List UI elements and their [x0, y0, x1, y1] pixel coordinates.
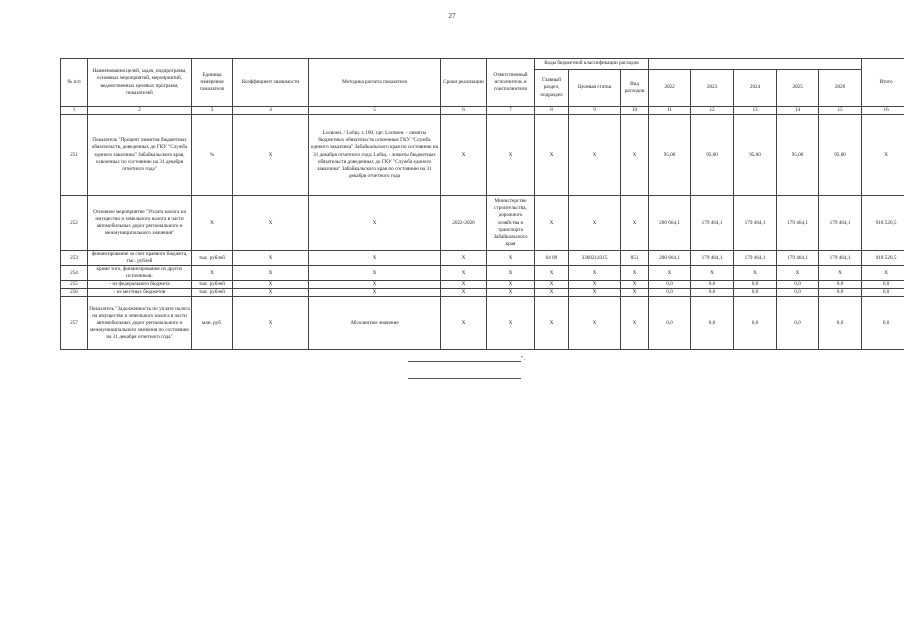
row-name: Показатель "Задолженность по уплате налога на имущество и земельного налога в части автомобильных дорог регионального и межмуниципального значения по состоянию на 31 декабря отчетного года" — [88, 297, 192, 350]
row-responsible: X — [487, 266, 535, 281]
row-coef: X — [233, 266, 309, 281]
row-unit: млн. руб. — [192, 297, 233, 350]
row-total: 0,0 — [862, 289, 904, 297]
row-article: X — [569, 266, 621, 281]
row-unit: % — [192, 115, 233, 196]
row-chief: X — [535, 281, 569, 289]
col-num: 5 — [309, 107, 441, 115]
row-period: 2022-2026 — [441, 196, 487, 251]
row-2023: 179 464,1 — [691, 251, 734, 266]
row-name: Показатель "Процент лимитов бюджетных обязательств, доведенных до ГКУ "Служба единого заказчика" Забайкальского края, освоенных по состоянию на 31 декабря отчетного года" — [88, 115, 192, 196]
row-article: X — [569, 115, 621, 196]
row-total: 918 520,5 — [862, 196, 904, 251]
row-expense: X — [621, 115, 649, 196]
row-method: X — [309, 266, 441, 281]
row-unit: X — [192, 266, 233, 281]
row-num: 255 — [61, 281, 88, 289]
row-coef: X — [233, 281, 309, 289]
row-unit: тыс. рублей — [192, 251, 233, 266]
row-2023: 0,0 — [691, 289, 734, 297]
row-name: Основное мероприятие "Уплата налога на имущество и земельного налога в части автомобильных дорог регионального и межмуниципального значения" — [88, 196, 192, 251]
col-num: 6 — [441, 107, 487, 115]
row-period: X — [441, 115, 487, 196]
row-2025: X — [777, 266, 819, 281]
row-2022: 200 664,1 — [649, 196, 691, 251]
header-2024: 2024 — [734, 70, 777, 107]
header-period: Сроки реализации — [441, 59, 487, 107]
col-num: 13 — [734, 107, 777, 115]
row-unit: X — [192, 196, 233, 251]
row-num: 254 — [61, 266, 88, 281]
row-responsible: X — [487, 115, 535, 196]
col-num: 7 — [487, 107, 535, 115]
row-total: 918 520,5 — [862, 251, 904, 266]
table-row — [61, 297, 904, 350]
row-num: 256 — [61, 289, 88, 297]
row-period: X — [441, 251, 487, 266]
row-coef: X — [233, 196, 309, 251]
row-2026: X — [819, 266, 862, 281]
col-num: 11 — [649, 107, 691, 115]
row-chief: X — [535, 289, 569, 297]
signature-line — [408, 361, 521, 362]
col-num: 8 — [535, 107, 569, 115]
col-num: 10 — [621, 107, 649, 115]
row-chief: X — [535, 196, 569, 251]
row-method: X — [309, 281, 441, 289]
row-2024: X — [734, 266, 777, 281]
row-article: X — [569, 281, 621, 289]
header-responsible: Ответственный исполнитель и соисполнители — [487, 59, 535, 107]
col-num: 4 — [233, 107, 309, 115]
row-method: X — [309, 196, 441, 251]
row-article: 3360214315 — [569, 251, 621, 266]
col-num: 12 — [691, 107, 734, 115]
row-chief: X — [535, 266, 569, 281]
header-total: Итого — [862, 59, 904, 107]
header-coef: Коэффициент значимости — [233, 59, 309, 107]
row-coef: X — [233, 251, 309, 266]
row-unit: тыс. рублей — [192, 289, 233, 297]
header-num: № п/п — [61, 59, 88, 107]
header-2026: 2026 — [819, 70, 862, 107]
row-expense: 851 — [621, 251, 649, 266]
row-2022: 0,0 — [649, 289, 691, 297]
header-name: Наименования целей, задач, подпрограмм, основных мероприятий, мероприятий, ведомственных целевых программ, показателей — [88, 59, 192, 107]
row-num: 257 — [61, 297, 88, 350]
header-article: Целевая статья — [569, 70, 621, 107]
row-method: X — [309, 251, 441, 266]
row-2024: 0,0 — [734, 281, 777, 289]
row-2022: X — [649, 266, 691, 281]
table-row — [61, 251, 904, 266]
row-num: 252 — [61, 196, 88, 251]
page-number: 27 — [448, 12, 456, 20]
header-years-blank — [649, 59, 862, 70]
row-2023: 95,00 — [691, 115, 734, 196]
row-2026: 95,00 — [819, 115, 862, 196]
header-codes-group: Коды бюджетной классификации расходов — [535, 59, 649, 70]
header-chief: Главный раздел, подраздел — [535, 70, 569, 107]
col-num: 9 — [569, 107, 621, 115]
table-row — [61, 115, 904, 196]
row-2023: 179 464,1 — [691, 196, 734, 251]
row-total: X — [862, 115, 904, 196]
col-num: 2 — [88, 107, 192, 115]
table-row — [61, 281, 904, 289]
row-2022: 200 664,1 — [649, 251, 691, 266]
row-expense: X — [621, 281, 649, 289]
row-2026: 179 464,1 — [819, 196, 862, 251]
row-2023: 0,0 — [691, 281, 734, 289]
col-num: 16 — [862, 107, 904, 115]
row-2026: 0,0 — [819, 297, 862, 350]
row-responsible: X — [487, 289, 535, 297]
col-num: 1 — [61, 107, 88, 115]
row-2025: 95,00 — [777, 115, 819, 196]
row-article: X — [569, 196, 621, 251]
row-2024: 95,00 — [734, 115, 777, 196]
row-2026: 0,0 — [819, 289, 862, 297]
table-row — [61, 266, 904, 281]
table-row — [61, 196, 904, 251]
row-2022: 0,0 — [649, 297, 691, 350]
row-2024: 0,0 — [734, 297, 777, 350]
row-name: - из местных бюджетов — [88, 289, 192, 297]
row-expense: X — [621, 266, 649, 281]
row-name: - из федерального бюджета — [88, 281, 192, 289]
row-num: 253 — [61, 251, 88, 266]
header-2022: 2022 — [649, 70, 691, 107]
row-2024: 0,0 — [734, 289, 777, 297]
row-total: 0,0 — [862, 297, 904, 350]
row-unit: тыс. рублей — [192, 281, 233, 289]
row-expense: X — [621, 289, 649, 297]
row-coef: X — [233, 115, 309, 196]
row-2022: 0,0 — [649, 281, 691, 289]
row-expense: X — [621, 297, 649, 350]
row-period: X — [441, 281, 487, 289]
row-2025: 0,0 — [777, 289, 819, 297]
row-name: кроме того, финансирование из других источников: — [88, 266, 192, 281]
row-2025: 179 464,1 — [777, 196, 819, 251]
row-article: X — [569, 289, 621, 297]
header-expense: Вид расходов — [621, 70, 649, 107]
row-responsible: X — [487, 297, 535, 350]
row-2026: 0,0 — [819, 281, 862, 289]
row-coef: X — [233, 289, 309, 297]
col-num: 15 — [819, 107, 862, 115]
row-chief: 04 09 — [535, 251, 569, 266]
row-2026: 179 464,1 — [819, 251, 862, 266]
row-method: Абсолютное значение — [309, 297, 441, 350]
row-2023: 0,0 — [691, 297, 734, 350]
column-number-row — [61, 107, 904, 115]
row-total: 0,0 — [862, 281, 904, 289]
row-expense: X — [621, 196, 649, 251]
row-method: Locвоен. / Lобщ. x 100, где: Locвоен. - лимиты бюджетных обязательств освоенные ГКУ "Служба единого заказчика" Забайкальского края по состоянию на 31 декабря отчетного года; Lобщ. - лимиты бюджетных обязательств доведенных до ГКУ "Служба единого заказчика" Забайкальского края по состоянию на 31 декабря отчетного года — [309, 115, 441, 196]
table-row — [61, 289, 904, 297]
row-article: X — [569, 297, 621, 350]
row-period: X — [441, 289, 487, 297]
col-num: 14 — [777, 107, 819, 115]
header-2023: 2023 — [691, 70, 734, 107]
row-chief: X — [535, 297, 569, 350]
row-2025: 0,0 — [777, 281, 819, 289]
budget-table — [60, 58, 904, 350]
row-coef: X — [233, 297, 309, 350]
row-2023: X — [691, 266, 734, 281]
row-2024: 179 464,1 — [734, 251, 777, 266]
row-2025: 0,0 — [777, 297, 819, 350]
header-method: Методика расчета показателя — [309, 59, 441, 107]
row-2024: 179 464,1 — [734, 196, 777, 251]
row-period: X — [441, 266, 487, 281]
row-method: X — [309, 289, 441, 297]
row-name: финансирование за счет краевого бюджета, тыс. рублей — [88, 251, 192, 266]
col-num: 3 — [192, 107, 233, 115]
row-responsible: X — [487, 281, 535, 289]
closing-quote: ". — [521, 356, 525, 362]
header-2025: 2025 — [777, 70, 819, 107]
signature-line-2 — [408, 378, 521, 379]
header-unit: Единица измерения показателя — [192, 59, 233, 107]
row-num: 251 — [61, 115, 88, 196]
row-2022: 95,00 — [649, 115, 691, 196]
header-row-top — [61, 59, 904, 70]
row-total: X — [862, 266, 904, 281]
row-2025: 179 464,1 — [777, 251, 819, 266]
row-chief: X — [535, 115, 569, 196]
row-period: X — [441, 297, 487, 350]
row-responsible: Министерство строительства, дорожного хозяйства и транспорта Забайкальского края — [487, 196, 535, 251]
row-responsible: X — [487, 251, 535, 266]
